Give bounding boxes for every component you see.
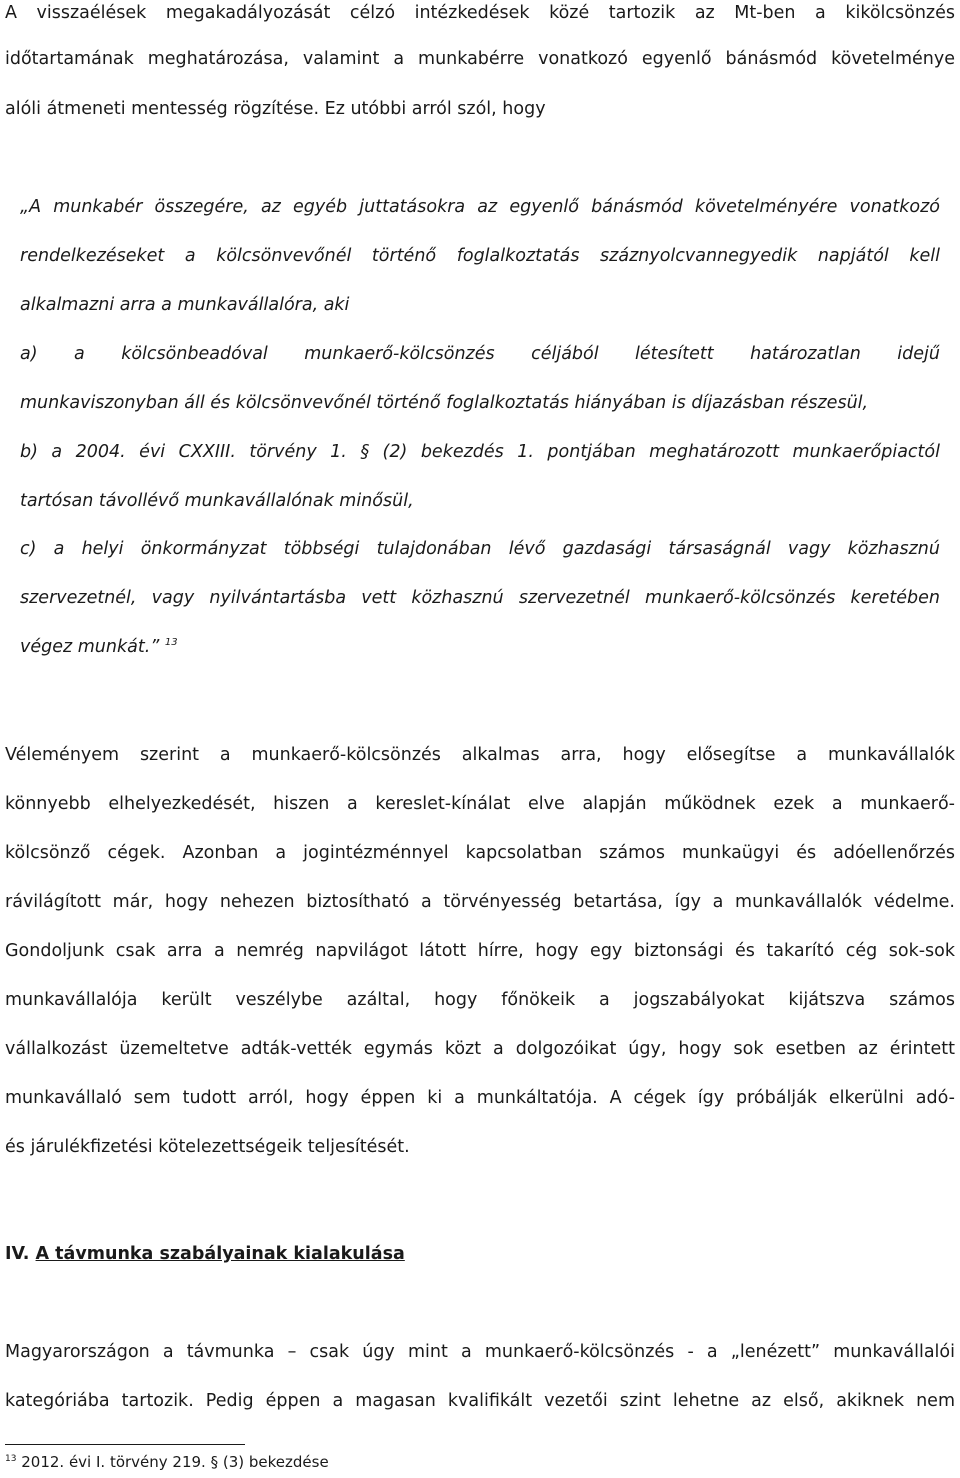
opinion-line-9: és járulékfizetési kötelezettségeik teljesítését.: [5, 1137, 410, 1157]
opinion-line-4: rávilágított már, hogy nehezen biztosítható a törvényesség betartása, így a munkavállalók védelme.: [5, 892, 955, 912]
section-title: A távmunka szabályainak kialakulása: [35, 1244, 405, 1264]
intro-line-2: időtartamának meghatározása, valamint a munkabérre vonatkozó egyenlő bánásmód követelménye: [5, 49, 955, 69]
last-line-1: Magyarországon a távmunka – csak úgy mint a munkaerő-kölcsönzés - a „lenézett” munkavállalói: [5, 1342, 955, 1362]
footnote-separator: [5, 1444, 245, 1445]
last-line-2: kategóriába tartozik. Pedig éppen a magasan kvalifikált vezetői szint lehetne az első, akiknek nem: [5, 1391, 955, 1411]
opinion-line-6: munkavállalója került veszélybe azáltal, hogy főnökeik a jogszabályokat kijátszva számos: [5, 990, 955, 1010]
opinion-line-2: könnyebb elhelyezkedését, hiszen a kereslet-kínálat elve alapján működnek ezek a munkaerő-: [5, 794, 955, 814]
section-heading: [5, 1242, 955, 1266]
quote-end-text: végez munkát.”: [20, 637, 160, 657]
footnote: [5, 1452, 329, 1472]
quote-item-c-line-2: szervezetnél, vagy nyilvántartásba vett közhasznú szervezetnél munkaerő-kölcsönzés keretében: [20, 588, 940, 608]
footnote-text: 2012. évi I. törvény 219. § (3) bekezdése: [21, 1453, 329, 1471]
quote-line-2: rendelkezéseket a kölcsönvevőnél történő foglalkoztatás száznyolcvannegyedik napjától kell: [20, 246, 940, 266]
quote-item-b-line-1: b) a 2004. évi CXXIII. törvény 1. § (2) bekezdés 1. pontjában meghatározott munkaerőpiactól: [20, 442, 940, 462]
footnote-mark: 13: [5, 1454, 17, 1464]
quote-line-1: „A munkabér összegére, az egyéb juttatásokra az egyenlő bánásmód követelményére vonatkozó: [20, 197, 940, 217]
quote-last-line: [20, 635, 940, 659]
opinion-line-5: Gondoljunk csak arra a nemrég napvilágot látott hírre, hogy egy biztonsági és takarító cég sok-sok: [5, 941, 955, 961]
quote-line-3: alkalmazni arra a munkavállalóra, aki: [20, 295, 350, 315]
opinion-line-8: munkavállaló sem tudott arról, hogy éppen ki a munkáltatója. A cégek így próbálják elkerülni adó-: [5, 1088, 955, 1108]
opinion-line-1: Véleményem szerint a munkaerő-kölcsönzés alkalmas arra, hogy elősegítse a munkavállalók: [5, 745, 955, 765]
opinion-line-3: kölcsönző cégek. Azonban a jogintézménnyel kapcsolatban számos munkaügyi és adóellenőrzés: [5, 843, 955, 863]
intro-line-3: alóli átmeneti mentesség rögzítése. Ez utóbbi arról szól, hogy: [5, 99, 546, 119]
footnote-ref-13[interactable]: 13: [164, 637, 178, 648]
quote-item-a-line-2: munkaviszonyban áll és kölcsönvevőnél történő foglalkoztatás hiányában is díjazásban részesül,: [20, 393, 869, 413]
quote-item-c-line-1: c) a helyi önkormányzat többségi tulajdonában lévő gazdasági társaságnál vagy közhasznú: [20, 539, 940, 559]
section-number: IV.: [5, 1244, 30, 1264]
quote-item-b-line-2: tartósan távollévő munkavállalónak minősül,: [20, 491, 414, 511]
quote-item-a-line-1: a) a kölcsönbeadóval munkaerő-kölcsönzés céljából létesített határozatlan idejű: [20, 344, 940, 364]
opinion-line-7: vállalkozást üzemeltetve adták-vették egymás közt a dolgozóikat úgy, hogy sok esetben az érintett: [5, 1039, 955, 1059]
intro-line-1: A visszaélések megakadályozását célzó intézkedések közé tartozik az Mt-ben a kikölcsönzés: [5, 3, 955, 23]
